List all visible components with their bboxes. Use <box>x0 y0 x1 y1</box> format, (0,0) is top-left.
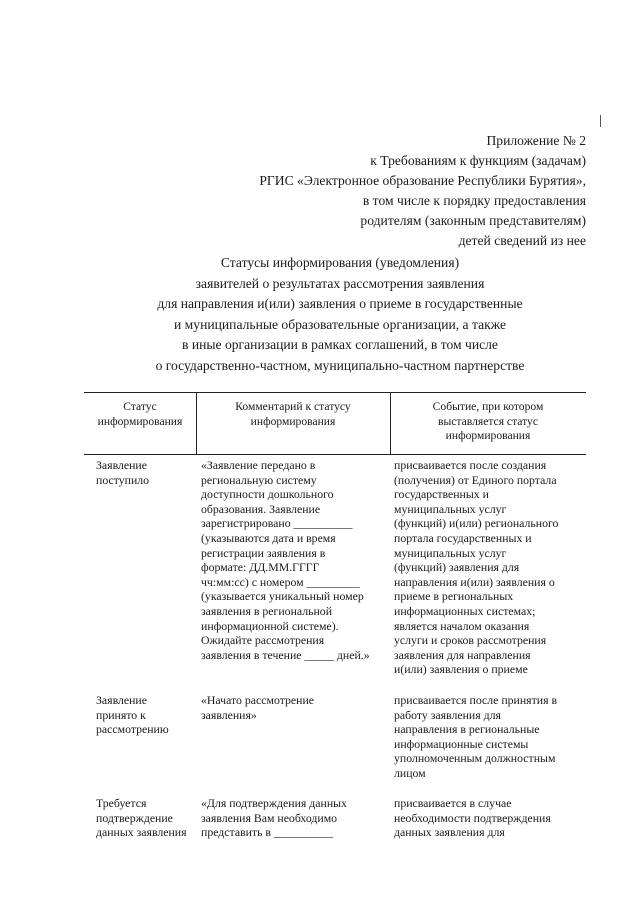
cell-line: регистрации заявления в <box>201 545 326 560</box>
title-line: и муниципальные образовательные организации, а также <box>174 316 506 332</box>
title-line: Статусы информирования (уведомления) <box>220 255 460 270</box>
cell-line: региональную систему <box>201 472 317 487</box>
cell-line: (указываются дата и время <box>201 530 336 545</box>
cell-line: портала государственных и <box>394 530 532 545</box>
cell-line: поступило <box>96 472 150 487</box>
cell-line: «Для подтверждения данных <box>201 796 347 810</box>
cell-line: заявления Вам необходимо <box>201 810 338 825</box>
cell-line: доступности дошкольного <box>201 487 334 502</box>
table-row-1-comment <box>201 458 370 662</box>
cell-line: подтверждение <box>96 810 173 825</box>
cell-line: «Заявление передано в <box>201 458 316 472</box>
cell-line: услуги и сроков рассмотрения <box>394 633 547 648</box>
title-line: о государственно-частном, муниципально-частном партнерстве <box>155 357 525 373</box>
cell-line: Заявление <box>96 693 147 707</box>
cell-line: присваивается после создания <box>394 458 547 472</box>
cell-line: формате: ДД.ММ.ГГГГ <box>201 560 320 575</box>
cell-line: муниципальных услуг <box>394 501 507 516</box>
cell-line: заявления для направления <box>394 647 531 662</box>
appendix-line: Приложение № 2 <box>486 133 586 148</box>
header-line: Статус <box>123 400 157 413</box>
cell-line: (получения) от Единого портала <box>394 472 557 487</box>
cell-line: необходимости подтверждения <box>394 810 551 825</box>
cell-line: представить в __________ <box>201 825 333 840</box>
cell-line: направления в региональные <box>394 722 540 737</box>
cell-line: зарегистрировано __________ <box>201 516 353 531</box>
cell-line: заявления в региональной <box>201 603 333 618</box>
appendix-header <box>259 131 586 251</box>
header-line: Комментарий к статусу <box>235 400 351 413</box>
table-header-comment <box>196 400 390 429</box>
cell-line: (функций) заявления для <box>394 560 520 575</box>
header-line: информирования <box>97 414 183 428</box>
table-header-status <box>84 400 196 429</box>
title-line: для направления и(или) заявления о приеме в государственные <box>157 296 523 312</box>
cell-line: направления и(или) заявления о <box>394 574 555 589</box>
cell-line: присваивается после принятия в <box>394 693 558 707</box>
table-row-1-event <box>394 458 558 677</box>
cell-line: принято к <box>96 707 146 722</box>
title-line: заявителей о результатах рассмотрения заявления <box>195 275 485 291</box>
cell-line: присваивается в случае <box>394 796 512 810</box>
table-row-2-status <box>96 693 169 737</box>
cell-line: «Начато рассмотрение <box>201 693 315 707</box>
cell-line: Заявление <box>96 458 147 472</box>
table-row-3-event <box>394 796 551 840</box>
cell-line: муниципальных услуг <box>394 545 507 560</box>
scan-mark <box>600 115 601 127</box>
appendix-line: РГИС «Электронное образование Республики Бурятия», <box>259 173 586 188</box>
table-header-border <box>84 454 586 455</box>
cell-line: лицом <box>394 765 426 780</box>
cell-line: (функций) и(или) регионального <box>394 516 559 531</box>
title-line: в иные организации в рамках соглашений, в том числе <box>182 337 498 353</box>
cell-line: информационных системах; <box>394 603 536 618</box>
table-row-1-status <box>96 458 149 487</box>
cell-line: заявления» <box>201 707 257 722</box>
table-row-2-comment <box>201 693 314 722</box>
cell-line: работу заявления для <box>394 707 501 722</box>
cell-line: и(или) заявления о приеме <box>394 662 528 677</box>
cell-line: (указывается уникальный номер <box>201 589 364 604</box>
cell-line: информационные системы <box>394 736 529 751</box>
cell-line: уполномоченным должностным <box>394 751 556 766</box>
table-header-event <box>390 400 586 444</box>
cell-line: данных заявления для <box>394 825 505 840</box>
cell-line: Требуется <box>96 796 147 810</box>
cell-line: информационной системе). <box>201 618 339 633</box>
table-row-3-status <box>96 796 187 840</box>
table-row-2-event <box>394 693 557 781</box>
table-row-3-comment <box>201 796 347 840</box>
header-line: информирования <box>445 429 531 442</box>
header-line: Событие, при котором <box>432 400 544 413</box>
cell-line: является началом оказания <box>394 618 530 633</box>
appendix-line: родителям (законным представителям) <box>360 213 586 228</box>
appendix-line: к Требованиям к функциям (задачам) <box>370 153 586 168</box>
cell-line: чч:мм:сс) с номером _________ <box>201 574 360 589</box>
cell-line: государственных и <box>394 487 489 502</box>
table-top-border <box>84 392 586 393</box>
appendix-line: в том числе к порядку предоставления <box>362 193 586 208</box>
document-title <box>110 253 570 377</box>
appendix-line: детей сведений из нее <box>458 233 586 248</box>
header-line: выставляется статус <box>438 414 538 428</box>
cell-line: Ожидайте рассмотрения <box>201 633 325 648</box>
cell-line: заявления в течение _____ дней.» <box>201 647 370 662</box>
cell-line: рассмотрению <box>96 722 169 737</box>
cell-line: данных заявления <box>96 825 187 840</box>
header-line: информирования <box>250 414 336 428</box>
cell-line: образования. Заявление <box>201 501 321 516</box>
cell-line: приеме в региональных <box>394 589 514 604</box>
